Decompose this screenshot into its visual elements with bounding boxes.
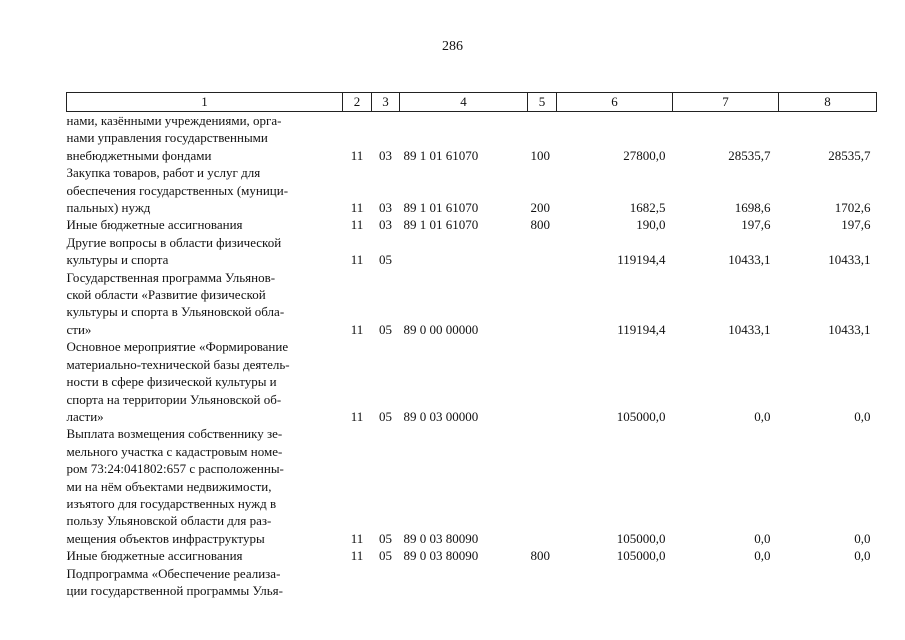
row-name-line: материально-технической базы деятель- bbox=[66, 356, 290, 372]
expense-type-code: 200 bbox=[530, 200, 550, 216]
row-name-line: Выплата возмещения собственнику зе- bbox=[66, 426, 283, 442]
row-name-line: внебюджетными фондами bbox=[66, 147, 212, 163]
value-col-6: 190,0 bbox=[636, 217, 666, 233]
section-code: 11 bbox=[350, 200, 364, 216]
expense-type-code bbox=[528, 338, 557, 425]
section-code: 11 bbox=[350, 217, 364, 233]
row-name bbox=[67, 234, 343, 269]
table-row bbox=[67, 216, 877, 233]
subsection-code: 05 bbox=[379, 530, 392, 546]
page-number: 286 bbox=[442, 39, 463, 54]
value-col-7 bbox=[673, 565, 779, 600]
expense-type-code bbox=[528, 234, 557, 269]
value-col-8: 0,0 bbox=[854, 408, 871, 424]
expense-type-code: 100 bbox=[530, 147, 550, 163]
row-name-line: пальных) нужд bbox=[66, 200, 151, 216]
row-name bbox=[67, 338, 343, 425]
subsection-code: 05 bbox=[379, 252, 392, 268]
row-name-line: мещения объектов инфраструктуры bbox=[66, 530, 265, 546]
section-code: 11 bbox=[350, 548, 364, 564]
row-name-line: культуры и спорта в Ульяновской обла- bbox=[66, 304, 285, 320]
value-col-8: 0,0 bbox=[854, 548, 871, 564]
column-header-1: 1 bbox=[67, 93, 343, 112]
subsection-code: 03 bbox=[379, 217, 392, 233]
subsection-code: 05 bbox=[379, 408, 392, 424]
value-col-6: 105000,0 bbox=[616, 548, 666, 564]
row-name-line: нами, казёнными учреждениями, орга- bbox=[66, 113, 282, 128]
subsection-code bbox=[372, 565, 400, 600]
row-name-line: Закупка товаров, работ и услуг для bbox=[66, 165, 261, 181]
row-name-line: Другие вопросы в области физической bbox=[66, 234, 282, 250]
expense-type-code: 800 bbox=[530, 548, 550, 564]
row-name-line: культуры и спорта bbox=[66, 252, 169, 268]
value-col-8: 0,0 bbox=[854, 530, 871, 546]
section-code: 11 bbox=[350, 408, 364, 424]
row-name bbox=[67, 565, 343, 600]
value-col-7: 28535,7 bbox=[728, 147, 771, 163]
target-article-code: 89 0 03 00000 bbox=[403, 408, 479, 424]
column-header-4: 4 bbox=[400, 93, 528, 112]
row-name-line: Государственная программа Ульянов- bbox=[66, 269, 276, 285]
row-name bbox=[67, 547, 343, 564]
value-col-6: 119194,4 bbox=[617, 321, 666, 337]
target-article-code bbox=[400, 234, 528, 269]
row-name bbox=[67, 112, 343, 165]
expense-type-code bbox=[528, 269, 557, 339]
row-name-line: ласти» bbox=[66, 408, 104, 424]
row-name-line: мельного участка с кадастровым номе- bbox=[66, 443, 283, 459]
expense-type-code bbox=[528, 425, 557, 547]
value-col-8: 10433,1 bbox=[828, 321, 871, 337]
row-name-line: пользу Ульяновской области для раз- bbox=[66, 513, 272, 529]
table-row bbox=[67, 164, 877, 216]
column-header-2: 2 bbox=[343, 93, 372, 112]
table-row bbox=[67, 338, 877, 425]
value-col-6: 1682,5 bbox=[629, 200, 666, 216]
value-col-8: 28535,7 bbox=[828, 147, 871, 163]
target-article-code bbox=[400, 565, 528, 600]
row-name bbox=[67, 164, 343, 216]
column-header-6: 6 bbox=[557, 93, 673, 112]
value-col-8 bbox=[779, 565, 877, 600]
section-code bbox=[343, 565, 372, 600]
row-name-line: изъятого для государственных нужд в bbox=[66, 495, 277, 511]
value-col-7: 197,6 bbox=[741, 217, 771, 233]
row-name-line: ром 73:24:041802:657 с расположенны- bbox=[66, 461, 284, 477]
row-name-line: ской области «Развитие физической bbox=[66, 287, 266, 303]
row-name-line: ности в сфере физической культуры и bbox=[66, 374, 277, 390]
section-code: 11 bbox=[350, 252, 364, 268]
budget-table bbox=[66, 92, 877, 599]
row-name bbox=[67, 269, 343, 339]
subsection-code: 03 bbox=[379, 147, 392, 163]
value-col-8: 10433,1 bbox=[828, 252, 871, 268]
target-article-code: 89 0 03 80090 bbox=[403, 530, 479, 546]
column-header-8: 8 bbox=[779, 93, 877, 112]
expense-type-code: 800 bbox=[530, 217, 550, 233]
section-code: 11 bbox=[350, 530, 364, 546]
value-col-7: 0,0 bbox=[754, 530, 771, 546]
row-name-line: нами управления государственными bbox=[66, 130, 268, 146]
row-name-line: обеспечения государственных (муници- bbox=[66, 182, 289, 198]
value-col-8: 197,6 bbox=[841, 217, 871, 233]
table-body bbox=[67, 112, 877, 600]
value-col-8: 1702,6 bbox=[834, 200, 871, 216]
section-code: 11 bbox=[350, 321, 364, 337]
table-row bbox=[67, 425, 877, 547]
row-name-line: Иные бюджетные ассигнования bbox=[66, 548, 243, 564]
section-code: 11 bbox=[350, 147, 364, 163]
table-row bbox=[67, 565, 877, 600]
subsection-code: 05 bbox=[379, 548, 392, 564]
row-name-line: спорта на территории Ульяновской об- bbox=[66, 391, 282, 407]
row-name-line: ции государственной программы Улья- bbox=[66, 582, 283, 598]
value-col-7: 10433,1 bbox=[728, 321, 771, 337]
value-col-7: 0,0 bbox=[754, 408, 771, 424]
target-article-code: 89 0 03 80090 bbox=[403, 548, 479, 564]
row-name-line: Подпрограмма «Обеспечение реализа- bbox=[66, 565, 281, 581]
subsection-code: 03 bbox=[379, 200, 392, 216]
target-article-code: 89 0 00 00000 bbox=[403, 321, 479, 337]
value-col-7: 0,0 bbox=[754, 548, 771, 564]
table-row bbox=[67, 269, 877, 339]
row-name-line: Иные бюджетные ассигнования bbox=[66, 217, 243, 233]
value-col-6: 27800,0 bbox=[623, 147, 666, 163]
row-name-line: Основное мероприятие «Формирование bbox=[66, 339, 289, 355]
value-col-7: 1698,6 bbox=[734, 200, 771, 216]
value-col-7: 10433,1 bbox=[728, 252, 771, 268]
table-row bbox=[67, 234, 877, 269]
header-row bbox=[67, 93, 877, 112]
target-article-code: 89 1 01 61070 bbox=[403, 147, 479, 163]
value-col-6: 119194,4 bbox=[617, 252, 666, 268]
subsection-code: 05 bbox=[379, 321, 392, 337]
column-header-5: 5 bbox=[528, 93, 557, 112]
value-col-6: 105000,0 bbox=[616, 530, 666, 546]
value-col-6: 105000,0 bbox=[616, 408, 666, 424]
column-header-7: 7 bbox=[673, 93, 779, 112]
table-row bbox=[67, 112, 877, 165]
column-header-3: 3 bbox=[372, 93, 400, 112]
table-row bbox=[67, 547, 877, 564]
row-name bbox=[67, 425, 343, 547]
target-article-code: 89 1 01 61070 bbox=[403, 200, 479, 216]
table-header bbox=[67, 93, 877, 112]
expense-type-code bbox=[528, 565, 557, 600]
row-name-line: ми на нём объектами недвижимости, bbox=[66, 478, 272, 494]
row-name bbox=[67, 216, 343, 233]
value-col-6 bbox=[557, 565, 673, 600]
row-name-line: сти» bbox=[66, 321, 92, 337]
target-article-code: 89 1 01 61070 bbox=[403, 217, 479, 233]
